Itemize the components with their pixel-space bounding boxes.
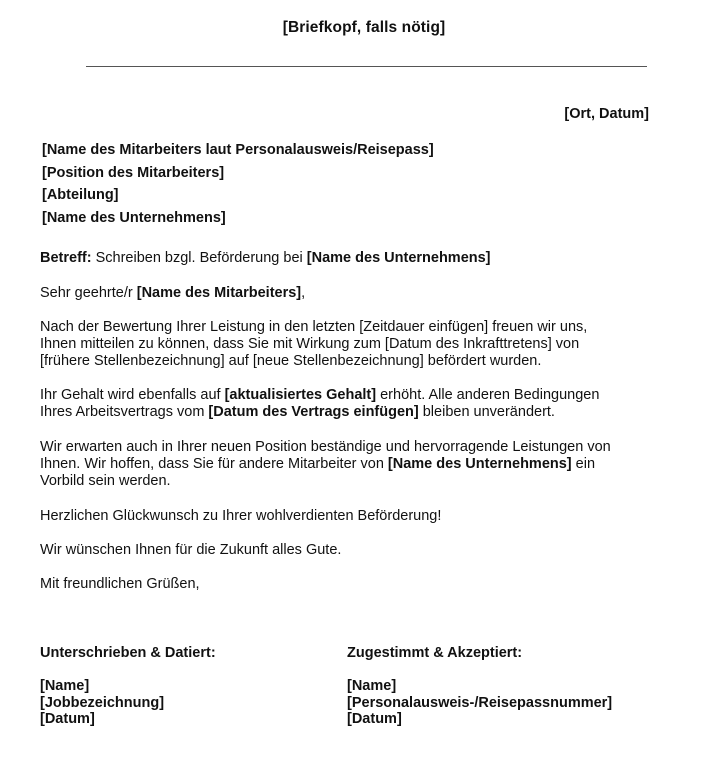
signature-date-field: [Datum] xyxy=(347,711,402,727)
salary-text-end: erhöht. Alle anderen Bedingungen xyxy=(376,387,600,403)
salary-placeholder: [aktualisiertes Gehalt] xyxy=(224,387,377,403)
paragraph-good-wishes: Wir wünschen Ihnen für die Zukunft alles Gute. xyxy=(40,542,342,558)
signature-heading: Unterschrieben & Datiert: xyxy=(40,645,216,661)
closing-line: Mit freundlichen Grüßen, xyxy=(40,576,200,592)
paragraph-salary xyxy=(40,387,680,421)
paragraph-line: [frühere Stellenbezeichnung] auf [neue Stellenbezeichnung] befördert wurden. xyxy=(40,353,542,369)
paragraph-line: Ihnen mitteilen zu können, dass Sie mit Wirkung zum [Datum des Inkrafttretens] von xyxy=(40,336,580,352)
paragraph-line: Nach der Bewertung Ihrer Leistung in den letzten [Zeitdauer einfügen] freuen wir uns, xyxy=(40,319,588,335)
letterhead-placeholder: [Briefkopf, falls nötig] xyxy=(282,19,446,36)
recipient-address-block xyxy=(42,139,434,229)
signature-date-field: [Datum] xyxy=(40,711,95,727)
recipient-position: [Position des Mitarbeiters] xyxy=(42,164,225,181)
place-date-placeholder: [Ort, Datum] xyxy=(564,106,649,122)
signature-job-title-field: [Jobbezeichnung] xyxy=(40,694,165,711)
recipient-company: [Name des Unternehmens] xyxy=(42,209,226,226)
signature-block-employee xyxy=(347,645,612,728)
signature-name-field: [Name] xyxy=(347,678,397,694)
contract-date-placeholder: [Datum des Vertrags einfügen] xyxy=(208,404,419,420)
header-divider xyxy=(86,66,647,67)
recipient-department: [Abteilung] xyxy=(42,187,119,203)
salutation-name: [Name des Mitarbeiters] xyxy=(136,285,302,301)
salutation xyxy=(40,285,680,302)
salutation-text: Sehr geehrte/r xyxy=(40,285,137,301)
recipient-name: [Name des Mitarbeiters laut Personalausweis/Reisepass] xyxy=(42,142,434,158)
signature-name-field: [Name] xyxy=(40,678,90,694)
subject-text: Schreiben bzgl. Beförderung bei xyxy=(91,250,307,266)
subject-line xyxy=(40,250,680,267)
subject-label: Betreff: xyxy=(40,250,92,266)
paragraph-promotion xyxy=(40,319,680,370)
contract-text-end: bleiben unverändert. xyxy=(418,404,555,420)
salary-text: Ihr Gehalt wird ebenfalls auf xyxy=(40,387,225,403)
signature-id-number-field: [Personalausweis-/Reisepassnummer] xyxy=(347,694,613,711)
signature-block-employer xyxy=(40,645,216,728)
expectations-text: Ihnen. Wir hoffen, dass Sie für andere Mitarbeiter von xyxy=(40,456,388,472)
salutation-suffix: , xyxy=(301,285,306,301)
company-placeholder: [Name des Unternehmens] xyxy=(387,456,572,472)
subject-company: [Name des Unternehmens] xyxy=(306,250,491,266)
paragraph-expectations xyxy=(40,439,680,490)
paragraph-line: Wir erwarten auch in Ihrer neuen Position beständige und hervorragende Leistungen von xyxy=(40,439,611,455)
signature-heading: Zugestimmt & Akzeptiert: xyxy=(347,645,523,661)
paragraph-congratulations: Herzlichen Glückwunsch zu Ihrer wohlverdienten Beförderung! xyxy=(40,508,442,524)
paragraph-line: Vorbild sein werden. xyxy=(40,473,171,489)
contract-text: Ihres Arbeitsvertrags vom xyxy=(40,404,209,420)
expectations-text-end: ein xyxy=(571,456,596,472)
